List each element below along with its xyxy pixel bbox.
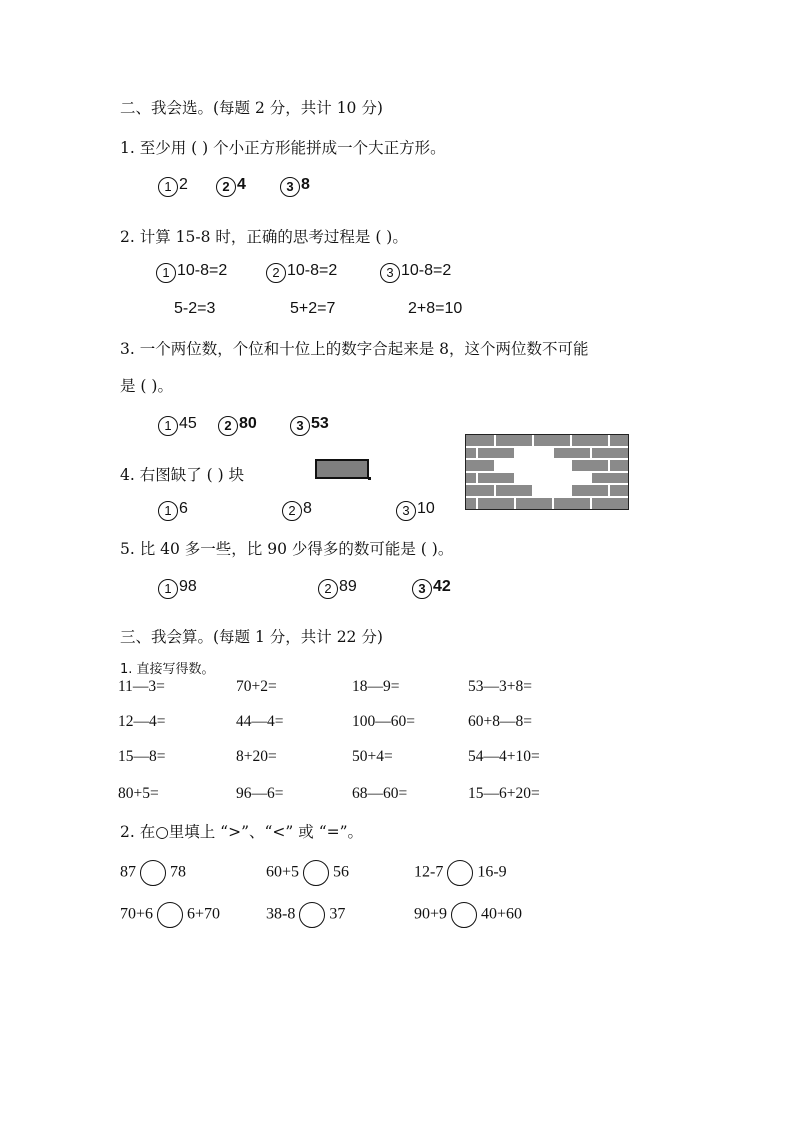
calc-item: 12—4= [118, 713, 166, 730]
brick-wall-figure [465, 434, 629, 510]
compare-right: 78 [170, 863, 186, 881]
q2-option-3[interactable] [380, 262, 451, 283]
calc-item: 68—60= [352, 785, 408, 802]
question-2: 2. 计算 15-8 时，正确的思考过程是 ( )。 [120, 228, 408, 246]
q2-option-1[interactable] [156, 262, 227, 283]
option-mark-2: 2 [266, 263, 286, 283]
compare-item [266, 860, 349, 886]
compare-left: 12-7 [414, 863, 444, 881]
answer-circle[interactable] [451, 902, 477, 928]
option-mark-3: 3 [396, 501, 416, 521]
question-4: 4. 右图缺了 ( ) 块 [120, 466, 245, 484]
option-mark-2: 2 [282, 501, 302, 521]
q1-option-2[interactable] [216, 176, 246, 197]
compare-right: 56 [333, 863, 350, 881]
option-mark-2: 2 [218, 416, 238, 436]
section-3-sub1: 1. 直接写得数。 [120, 662, 215, 677]
option-mark-3: 3 [290, 416, 310, 436]
compare-item [120, 902, 220, 928]
calc-item: 54—4+10= [468, 748, 540, 765]
option-value: 10-8=2 [287, 262, 338, 279]
compare-item [414, 860, 507, 886]
answer-circle[interactable] [299, 902, 325, 928]
calc-item: 15—8= [118, 748, 166, 765]
question-1: 1. 至少用 ( ) 个小正方形能拼成一个大正方形。 [120, 139, 446, 157]
q3-option-1[interactable] [158, 415, 197, 436]
option-value: 10 [417, 500, 435, 517]
compare-right: 40+60 [481, 905, 523, 923]
question-3-line2: 是 ( )。 [120, 377, 173, 395]
compare-item [414, 902, 522, 928]
compare-left: 90+9 [414, 905, 448, 923]
q5-option-3[interactable] [412, 578, 451, 599]
option-value: 4 [237, 176, 246, 193]
calc-item: 18—9= [352, 678, 400, 695]
q2-option-2-line2: 5+2=7 [290, 300, 336, 317]
compare-left: 87 [120, 863, 136, 881]
calc-item: 44—4= [236, 713, 284, 730]
answer-circle[interactable] [157, 902, 183, 928]
calc-item: 11—3= [118, 678, 165, 695]
q4-option-2[interactable] [282, 500, 312, 521]
option-mark-1: 1 [158, 177, 178, 197]
option-value: 98 [179, 578, 197, 595]
option-value: 89 [339, 578, 357, 595]
section-2-heading: 二、我会选。(每题 2 分，共计 10 分) [120, 99, 383, 117]
compare-right: 6+70 [187, 905, 221, 923]
option-mark-3: 3 [280, 177, 300, 197]
answer-circle[interactable] [303, 860, 329, 886]
single-brick-icon [315, 459, 371, 481]
question-5: 5. 比 40 多一些，比 90 少得多的数可能是 ( )。 [120, 540, 454, 558]
q2-option-2[interactable] [266, 262, 337, 283]
option-value: 45 [179, 415, 197, 432]
option-mark-1: 1 [158, 501, 178, 521]
option-value: 8 [303, 500, 312, 517]
answer-circle[interactable] [140, 860, 166, 886]
q2-option-1-line2: 5-2=3 [174, 300, 216, 317]
section-3-heading: 三、我会算。(每题 1 分，共计 22 分) [120, 628, 383, 646]
option-value: 42 [433, 578, 451, 595]
calc-item: 8+20= [236, 748, 277, 765]
q2-option-3-line2: 2+8=10 [408, 300, 463, 317]
option-mark-1: 1 [158, 416, 178, 436]
q1-option-1[interactable] [158, 176, 188, 197]
option-mark-2: 2 [216, 177, 236, 197]
option-mark-3: 3 [412, 579, 432, 599]
compare-right: 37 [329, 905, 346, 923]
q3-option-2[interactable] [218, 415, 257, 436]
option-value: 80 [239, 415, 257, 432]
option-mark-2: 2 [318, 579, 338, 599]
compare-item [266, 902, 345, 928]
option-value: 8 [301, 176, 310, 193]
q5-option-1[interactable] [158, 578, 197, 599]
calc-item: 100—60= [352, 713, 415, 730]
calc-item: 60+8—8= [468, 713, 532, 730]
compare-right: 16-9 [477, 863, 507, 881]
option-value: 2 [179, 176, 188, 193]
q4-option-3[interactable] [396, 500, 435, 521]
section-3-sub2: 2. 在○里填上 “>”、“<” 或 “=”。 [120, 823, 364, 841]
compare-left: 70+6 [120, 905, 154, 923]
calc-item: 53—3+8= [468, 678, 532, 695]
q1-option-3[interactable] [280, 176, 310, 197]
answer-circle[interactable] [447, 860, 473, 886]
calc-item: 50+4= [352, 748, 393, 765]
compare-item [120, 860, 186, 886]
q4-option-1[interactable] [158, 500, 188, 521]
option-value: 10-8=2 [177, 262, 228, 279]
option-value: 10-8=2 [401, 262, 452, 279]
calc-item: 15—6+20= [468, 785, 540, 802]
compare-left: 60+5 [266, 863, 300, 881]
calc-item: 96—6= [236, 785, 284, 802]
q3-option-3[interactable] [290, 415, 329, 436]
option-mark-1: 1 [158, 579, 178, 599]
option-mark-3: 3 [380, 263, 400, 283]
compare-left: 38-8 [266, 905, 296, 923]
option-value: 6 [179, 500, 188, 517]
calc-item: 70+2= [236, 678, 277, 695]
question-3-line1: 3. 一个两位数，个位和十位上的数字合起来是 8，这个两位数不可能 [120, 340, 589, 358]
option-mark-1: 1 [156, 263, 176, 283]
calc-item: 80+5= [118, 785, 159, 802]
q5-option-2[interactable] [318, 578, 357, 599]
option-value: 53 [311, 415, 329, 432]
